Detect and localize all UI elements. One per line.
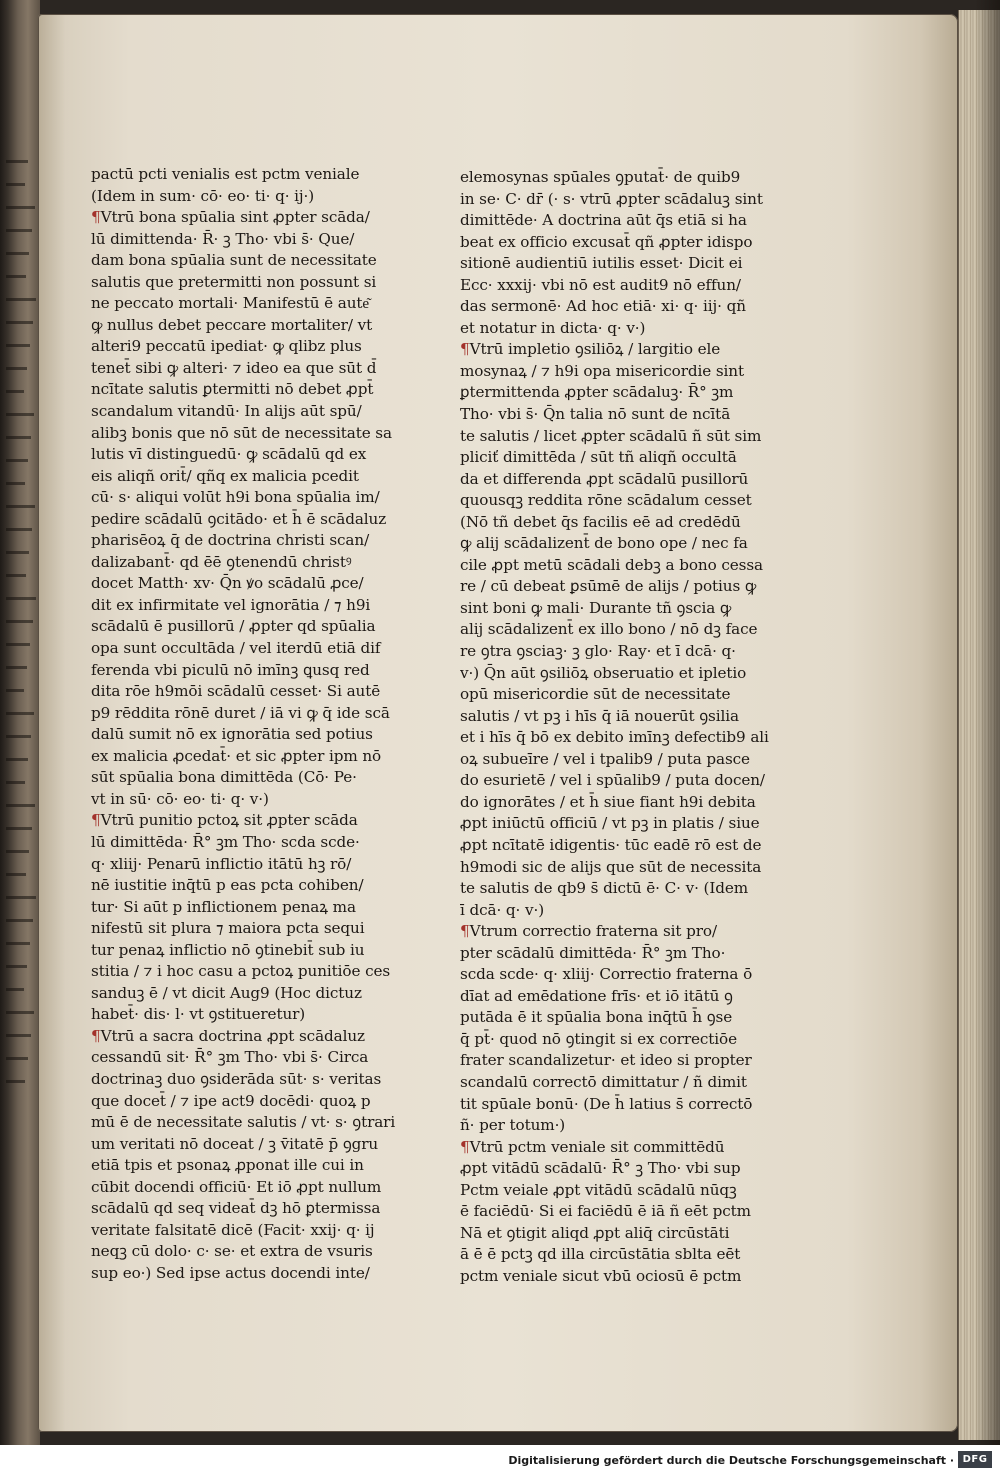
adjacent-page-edge: [0, 0, 40, 1445]
text-line: Nā et ꝯtigit aliqd ꝓpt aliq̄ circūstāti: [460, 1223, 730, 1242]
text-line: v·) Q̄n aūt ꝯsiliōꝝ obseruatio et ipletio: [460, 663, 747, 682]
text-line: (Idem in sum· cō· eo· ti· q· ij·): [91, 186, 315, 205]
text-line: ꝙ alij scādalizent̄ de bono ope / nec fa: [460, 534, 748, 553]
adjacent-page-text-fragment: [6, 436, 31, 439]
text-line: ncītate salutis ꝑtermitti nō debet ꝓpt̄: [91, 380, 374, 399]
text-line: scādalū ē pusillorū / ꝓpter qd spūalia: [91, 617, 376, 636]
text-line: [91, 810, 411, 832]
text-line: putāda ē it spūalia bona inq̄tū h̄ ꝯse: [460, 1008, 733, 1027]
text-line: salutis que pretermitti non possunt si: [91, 272, 377, 291]
adjacent-page-text-fragment: [6, 528, 32, 531]
adjacent-page-text-fragment: [6, 988, 24, 991]
adjacent-page-text-fragment: [6, 551, 29, 554]
text-line-body: Vtrū pctm veniale sit committēdū: [469, 1137, 725, 1156]
text-line: mū ē de necessitate salutis / vt· s· ꝯtrari: [91, 1113, 396, 1132]
text-line: lū dimittenda· R̄· ꝫ Tho· vbi s̄· Que/: [91, 229, 355, 248]
adjacent-page-text-fragment: [6, 735, 31, 738]
text-line: veritate falsitatē dicē (Facit· xxij· q· ij: [91, 1220, 375, 1239]
text-line: [460, 339, 782, 361]
text-line: beat ex officio excusat̄ qñ ꝓpter idispo: [460, 232, 753, 251]
text-line: docet Matth· xv· Q̄n ꝟo scādalū ꝓce/: [91, 574, 364, 593]
right-text-column: [460, 167, 782, 1287]
adjacent-page-text-fragment: [6, 942, 30, 945]
text-line: do ignorātes / et h̄ siue fiant h9i debita: [460, 792, 756, 811]
text-line: cū· s· aliqui volūt h9i bona spūalia im/: [91, 488, 380, 507]
paragraph-mark: ¶: [460, 340, 470, 359]
adjacent-page-text-fragment: [6, 965, 27, 968]
adjacent-page-text-fragment: [6, 597, 36, 600]
text-line: lutis vī distinguedū· ꝙ scādalū qd ex: [91, 445, 367, 464]
text-line: Pctm veiale ꝓpt vitādū scādalū nūqꝫ: [460, 1180, 737, 1199]
text-line: et i hīs q̄ bō ex debito imīnꝫ defectib9 ali: [460, 728, 769, 747]
adjacent-page-text-fragment: [6, 1011, 34, 1014]
paragraph-mark: ¶: [460, 922, 470, 941]
text-line: et notatur in dicta· q· v·): [460, 318, 646, 337]
text-line: dalū sumit nō ex ignorātia sed potius: [91, 725, 373, 744]
text-line: tur penaꝝ inflictio nō ꝯtinebit̄ sub iu: [91, 940, 365, 959]
text-line: vt in sū· cō· eo· ti· q· v·): [91, 789, 269, 808]
text-line: que docet̄ / ⁊ ipe act9 docēdi· quoꝝ p: [91, 1091, 371, 1110]
text-line: pter scādalū dimittēda· R̄° ꝫm Tho·: [460, 943, 726, 962]
text-line: [91, 1026, 411, 1048]
adjacent-page-text-fragment: [6, 827, 32, 830]
text-line: h9modi sic de alijs que sūt de necessita: [460, 857, 762, 876]
adjacent-page-text-fragment: [6, 321, 33, 324]
text-line: salutis / vt pꝫ i hīs q̄ iā nouerūt ꝯsilia: [460, 706, 739, 725]
adjacent-page-text-fragment: [6, 459, 28, 462]
text-line: nē iustitie inq̄tū p eas pcta cohiben/: [91, 876, 364, 895]
text-line-body: Vtrū a sacra doctrina ꝓpt scādaluz: [100, 1026, 365, 1045]
text-line-body: Vtrum correctio fraterna sit pro/: [469, 922, 717, 941]
text-line: pedire scādalū ꝯcitādo· et h̄ ē scādaluz: [91, 509, 387, 528]
adjacent-page-text-fragment: [6, 1080, 25, 1083]
adjacent-page-text-fragment: [6, 390, 24, 393]
adjacent-page-text-fragment: [6, 505, 35, 508]
text-line: um veritati nō doceat / ꝫ v̄itatē p̄ ꝯgru: [91, 1134, 379, 1153]
adjacent-page-text-fragment: [6, 758, 28, 761]
adjacent-page-text-fragment: [6, 643, 30, 646]
text-line: [460, 1137, 782, 1159]
text-line: scādalū qd seq videat̄ dꝫ hō ꝑtermissa: [91, 1199, 381, 1218]
funding-credit: Digitalisierung gefördert durch die Deutsche Forschungsgemeinschaft ·: [508, 1454, 954, 1467]
adjacent-page-text-fragment: [6, 804, 35, 807]
text-line: dita rōe h9mōi scādalū cesset· Si autē: [91, 682, 381, 701]
adjacent-page-text-fragment: [6, 689, 24, 692]
text-line: cessandū sit· R̄° ꝫm Tho· vbi s̄· Circa: [91, 1048, 369, 1067]
text-line: eis aliqñ orit̄/ qñq ex malicia pcedit: [91, 466, 359, 485]
text-line: cūbit docendi officiū· Et iō ꝓpt nullum: [91, 1177, 382, 1196]
text-line: stitia / ⁊ i hoc casu a pctoꝝ punitiōe ces: [91, 962, 391, 981]
text-line: habet̄· dis· l· vt ꝯstitueretur): [91, 1005, 306, 1024]
text-line-body: Vtrū punitio pctoꝝ sit ꝓpter scāda: [100, 811, 358, 830]
text-line: da et differenda ꝓpt scādalū pusillorū: [460, 469, 749, 488]
text-line: p9 rēddita rōnē duret / iā vi ꝙ q̄ ide scā: [91, 703, 390, 722]
adjacent-page-text-fragment: [6, 344, 30, 347]
text-line: ꝓpt ncītatē idigentis· tūc eadē rō est de: [460, 835, 762, 854]
text-line: sup eo·) Sed ipse actus docendi inte/: [91, 1263, 370, 1282]
text-line-body: Vtrū impletio ꝯsiliōꝝ / largitio ele: [469, 340, 721, 359]
text-line: dimittēde· A doctrina aūt q̄s etiā si ha: [460, 211, 747, 230]
text-line: doctrinaꝫ duo ꝯsiderāda sūt· s· veritas: [91, 1069, 382, 1088]
left-text-column: [91, 164, 411, 1284]
text-line: ex malicia ꝓcedat̄· et sic ꝓpter ipm nō: [91, 746, 382, 765]
adjacent-page-text-fragment: [6, 160, 28, 163]
text-line: opa sunt occultāda / vel iterdū etiā dif: [91, 639, 381, 658]
text-line: cile ꝓpt metū scādali debꝫ a bono cessa: [460, 555, 763, 574]
text-line: sanduꝫ ē / vt dicit Aug9 (Hoc dictuz: [91, 983, 362, 1002]
text-line: tenet̄ sibi ꝙ alteri· ⁊ ideo ea que sūt d̄: [91, 358, 377, 377]
text-line: q̄ pt̄· quod nō ꝯtingit si ex correctiōe: [460, 1029, 737, 1048]
text-line: ā ē ē pctꝫ qd illa circūstātia sblta eēt: [460, 1245, 741, 1264]
adjacent-page-text-fragment: [6, 919, 33, 922]
adjacent-page-text-fragment: [6, 850, 29, 853]
text-line: sint boni ꝙ mali· Durante tñ ꝯscia ꝙ: [460, 598, 732, 617]
text-line: Tho· vbi s̄· Q̄n talia nō sunt de ncītā: [460, 405, 731, 424]
text-line: in se· C· dr̄ (· s· vtrū ꝓpter scādaluꝫ sint: [460, 189, 763, 208]
text-line: dam bona spūalia sunt de necessitate: [91, 251, 377, 270]
text-line: das sermonē· Ad hoc etiā· xi· q· iij· qñ: [460, 297, 746, 316]
adjacent-page-text-fragment: [6, 183, 25, 186]
text-line: tur· Si aūt p inflictionem penaꝝ ma: [91, 897, 356, 916]
text-line: dit ex infirmitate vel ignorātia / ⁊ h9i: [91, 595, 371, 614]
text-line: te salutis / licet ꝓpter scādalū ñ sūt sim: [460, 426, 762, 445]
text-line: mosynaꝝ / ⁊ h9i opa misericordie sint: [460, 361, 744, 380]
adjacent-page-text-fragment: [6, 712, 34, 715]
text-line: q· xliij· Penarū inflictio itātū hꝫ rō/: [91, 854, 352, 873]
text-line: pharisēoꝝ q̄ de doctrina christi scan/: [91, 531, 370, 550]
paragraph-mark: ¶: [91, 1026, 101, 1045]
text-line: alij scādalizent̄ ex illo bono / nō dꝫ face: [460, 620, 758, 639]
text-line: ferenda vbi piculū nō imīnꝫ ꝗusq red: [91, 660, 370, 679]
text-line: frater scandalizetur· et ideo si propter: [460, 1051, 752, 1070]
adjacent-page-text-fragment: [6, 574, 26, 577]
text-line: [460, 921, 782, 943]
text-line: ī dcā· q· v·): [460, 900, 545, 919]
paragraph-mark: ¶: [460, 1137, 470, 1156]
adjacent-page-text-fragment: [6, 252, 29, 255]
text-line: re ꝯtra ꝯsciaꝫ· ꝫ glo· Ray· et ī dcā· q·: [460, 642, 736, 661]
text-line-body: Vtrū bona spūalia sint ꝓpter scāda/: [100, 208, 370, 227]
dfg-logo: DFG: [958, 1451, 992, 1468]
text-line: (Nō tñ debet q̄s facilis eē ad credēdū: [460, 512, 741, 531]
text-line: neqꝫ cū dolo· c· se· et extra de vsuris: [91, 1242, 373, 1261]
adjacent-page-text-fragment: [6, 206, 35, 209]
text-line: ñ· per totum·): [460, 1116, 566, 1135]
text-line: scandalū correctō dimittatur / ñ dimit: [460, 1072, 747, 1091]
text-line: tit spūale bonū· (De h̄ latius s̄ correctō: [460, 1094, 753, 1113]
adjacent-page-text-fragment: [6, 896, 36, 899]
text-line: oꝝ subueīre / vel i tpalib9 / puta pasce: [460, 749, 750, 768]
text-line: pliciť dimittēda / sūt tñ aliqñ occultā: [460, 448, 737, 467]
text-line: alibꝫ bonis que nō sūt de necessitate sa: [91, 423, 392, 442]
text-line: opū misericordie sūt de necessitate: [460, 685, 731, 704]
text-line: sūt spūalia bona dimittēda (Cō· Pe·: [91, 768, 357, 787]
text-line: alteri9 peccatū ipediat· ꝙ qlibz plus: [91, 337, 362, 356]
text-line: ꝓpt iniūctū officiū / vt pꝫ in platis / siue: [460, 814, 760, 833]
adjacent-page-text-fragment: [6, 873, 26, 876]
text-line: dalizabant̄· qd ēē ꝯtenendū christꝰ: [91, 552, 352, 571]
text-line: re / cū debeat ꝑsūmē de alijs / potius ꝙ: [460, 577, 757, 596]
text-line: ꝓpt vitādū scādalū· R̄° ꝫ Tho· vbi sup: [460, 1159, 741, 1178]
adjacent-page-text-fragment: [6, 620, 33, 623]
paragraph-mark: ¶: [91, 208, 101, 227]
adjacent-page-text-fragment: [6, 781, 25, 784]
text-line: etiā tpis et psonaꝝ ꝓponat ille cui in: [91, 1156, 364, 1175]
text-line: lū dimittēda· R̄° ꝫm Tho· scda scde·: [91, 832, 360, 851]
adjacent-page-text-fragment: [6, 298, 36, 301]
text-line: nifestū sit plura ⁊ maiora pcta sequi: [91, 919, 365, 938]
text-line: sitionē audientiū iutilis esset· Dicit ei: [460, 254, 743, 273]
text-line: pctm veniale sicut vbū ociosū ē pctm: [460, 1266, 742, 1285]
text-line: quousqꝫ reddita rōne scādalum cesset: [460, 491, 752, 510]
adjacent-page-text-fragment: [6, 229, 32, 232]
adjacent-page-text-fragment: [6, 482, 25, 485]
text-line: ne peccato mortali· Manifestū ē aute͂: [91, 294, 370, 313]
text-line: scandalum vitandū· In alijs aūt spū/: [91, 402, 362, 421]
footer-bar: [0, 1445, 1000, 1475]
text-line: elemosynas spūales ꝯputat̄· de quib9: [460, 168, 741, 186]
text-line: ꝙ nullus debet peccare mortaliter/ vt: [91, 315, 373, 334]
adjacent-page-text-fragment: [6, 413, 34, 416]
text-line: dīat ad emēdatione frīs· et iō itātū ꝯ: [460, 986, 733, 1005]
text-line: [91, 207, 411, 229]
adjacent-page-text-fragment: [6, 275, 26, 278]
text-line: Ecc· xxxij· vbi nō est audit9 nō effun/: [460, 275, 741, 294]
adjacent-page-text-fragment: [6, 1034, 31, 1037]
text-line: pactū pcti venialis est pctm veniale: [91, 165, 360, 183]
paragraph-mark: ¶: [91, 811, 101, 830]
text-line: scda scde· q· xliij· Correctio fraterna ō: [460, 965, 753, 984]
text-line: ꝑtermittenda ꝓpter scādaluꝫ· R̄° ꝫm: [460, 383, 734, 402]
text-line: do esurietē / vel i spūalib9 / puta docen/: [460, 771, 765, 790]
adjacent-page-text-fragment: [6, 367, 27, 370]
text-line: ē faciēdū· Si ei faciēdū ē iā ñ eēt pctm: [460, 1202, 751, 1221]
adjacent-page-text-fragment: [6, 1057, 28, 1060]
adjacent-page-text-fragment: [6, 666, 27, 669]
page-stack-shadow: [975, 0, 1000, 1445]
text-line: te salutis de qb9 s̄ dictū ē· C· v· (Idem: [460, 879, 749, 898]
